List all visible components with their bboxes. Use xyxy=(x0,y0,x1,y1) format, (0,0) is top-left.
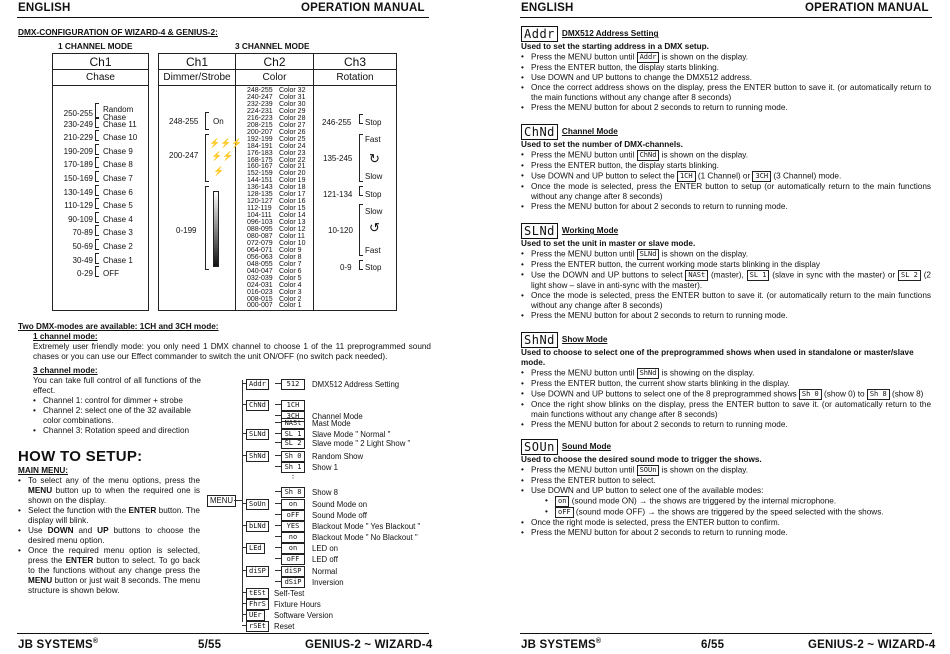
chase-bracket xyxy=(95,253,99,264)
lcd-inline-icon: SOUn xyxy=(637,465,660,476)
section-title: DMX512 Address Setting xyxy=(561,29,659,39)
one-channel-mode-label: 1 CHANNEL MODE xyxy=(58,41,133,51)
color-range: 080-087 xyxy=(247,232,273,240)
three-channel-table xyxy=(158,53,397,311)
menu-lcd-rset: rSEt xyxy=(246,621,269,632)
menu-item-label: Blackout Mode " No Blackout " xyxy=(312,532,418,542)
menu-root-box: MENU xyxy=(207,495,236,507)
color-label: Color 4 xyxy=(279,281,302,289)
section-subtitle: Used to choose the desired sound mode to trigger the shows. xyxy=(521,455,762,464)
menu-sub-lcd: Sh 8 xyxy=(281,487,305,498)
menu-item-label: Random Show xyxy=(312,451,364,461)
chase-table xyxy=(52,53,149,311)
instruction-bullet: • oFF (sound mode OFF) → the shows are triggered by the speed selected with the shows. xyxy=(545,507,931,518)
chase-label: OFF xyxy=(103,269,119,279)
ch3-title: Ch3 xyxy=(343,55,366,69)
mode3-bullets xyxy=(33,396,203,436)
menu-lcd-uer: UEr xyxy=(246,610,265,621)
menu-lcd-fhrs: FhrS xyxy=(246,599,269,610)
chase-bracket xyxy=(95,117,99,128)
rotation-stop-3: Stop xyxy=(365,263,382,272)
color-label: Color 10 xyxy=(279,239,306,247)
chase-range: 70-89 xyxy=(72,228,93,238)
menu-item-label: Channel Mode xyxy=(312,411,363,421)
menu-sub-lcd: 3CH xyxy=(281,411,305,422)
menu-ellipsis: ⋮ xyxy=(289,471,297,480)
lcd-inline-icon: 3CH xyxy=(752,171,771,182)
menu-sub-lcd: 512 xyxy=(281,379,305,390)
section-subtitle: Used to set the unit in master or slave mode. xyxy=(521,239,696,248)
menu-item-label: Fixture Hours xyxy=(274,599,321,609)
menu-item-label: LED on xyxy=(312,543,339,553)
menu-item-label: LED off xyxy=(312,554,338,564)
header-rule xyxy=(17,17,429,18)
color-label: Color 22 xyxy=(279,156,306,164)
instruction-bullet: • Press the MENU button until ShNd is showing on the display. xyxy=(521,368,931,379)
lcd-inline-icon: Sh 0 xyxy=(799,389,822,400)
color-label: Color 17 xyxy=(279,191,306,199)
chase-bracket xyxy=(95,239,99,250)
color-label: Color 32 xyxy=(279,87,306,94)
color-range: 224-231 xyxy=(247,107,273,115)
menu-sub-lcd: Sh 0 xyxy=(281,451,305,462)
chase-label: Chase 1 xyxy=(103,255,133,265)
color-label: Color 6 xyxy=(279,267,302,275)
menu-item-label: Blackout Mode " Yes Blackout " xyxy=(312,521,421,531)
rotation-subtitle: Rotation xyxy=(336,72,374,83)
menu-sub-lcd: 1CH xyxy=(281,400,305,411)
chase-range: 30-49 xyxy=(72,255,93,265)
color-subtitle: Color xyxy=(262,72,287,83)
dimmer-range-3: 0-199 xyxy=(176,226,197,235)
rotation-slow-2: Slow xyxy=(365,207,383,216)
instruction-bullet: • Press the MENU button until SLNd is shown on the display. xyxy=(521,249,931,260)
lcd-inline-icon: SL 2 xyxy=(898,270,921,281)
section-title: Show Mode xyxy=(561,335,608,345)
instruction-bullet: • Once the correct address shows on the display, press the ENTER button to save it. (or automatically return to the main functions without any change after 8 seconds) xyxy=(521,83,931,103)
settings-section-channel-mode xyxy=(521,124,931,212)
color-range: 200-207 xyxy=(247,128,273,136)
section-heading xyxy=(521,332,931,348)
section-heading xyxy=(521,26,931,42)
color-range: 248-255 xyxy=(247,87,273,94)
color-label: Color 28 xyxy=(279,114,306,122)
mode3-bullet: • Channel 3: Rotation speed and direction xyxy=(33,426,203,436)
section-title: Sound Mode xyxy=(561,442,612,452)
color-range: 120-127 xyxy=(247,198,273,206)
dimmer-gradient-bar xyxy=(213,191,219,267)
color-range: 136-143 xyxy=(247,184,273,192)
lcd-inline-icon: Sh 8 xyxy=(867,389,890,400)
instruction-bullet: • Press the MENU button for about 2 seconds to return to running mode. xyxy=(521,528,931,538)
chase-bracket xyxy=(95,130,99,141)
chase-bracket xyxy=(95,171,99,182)
menu-lcd-blnd: bLNd xyxy=(246,521,269,532)
color-range: 064-071 xyxy=(247,246,273,254)
color-label: Color 15 xyxy=(279,205,306,213)
chase-range: 150-169 xyxy=(63,174,93,183)
section-heading xyxy=(521,439,931,455)
chase-bracket xyxy=(95,212,99,223)
section-subtitle: Used to set the number of DMX-channels. xyxy=(521,140,683,149)
rotation-range-2: 135-245 xyxy=(323,154,353,163)
lcd-inline-icon: SL 1 xyxy=(747,270,770,281)
menu-lcd-led: LEd xyxy=(246,543,265,554)
color-label: Color 20 xyxy=(279,170,306,178)
menu-lcd-addr: Addr xyxy=(246,379,269,390)
menu-sub-lcd: on xyxy=(281,543,305,554)
rotation-range-3: 121-134 xyxy=(323,190,353,199)
color-range: 000-007 xyxy=(247,302,273,310)
instruction-bullet: • Use DOWN and UP buttons to change the DMX512 address. xyxy=(521,73,931,83)
color-label: Color 31 xyxy=(279,93,306,101)
instruction-bullet: • Once the mode is selected, press the ENTER button to save it. (or automatically return to the main functions without any change after 8 seconds) xyxy=(521,291,931,311)
menu-item-label: Reset xyxy=(274,621,295,631)
chase-range: 0-29 xyxy=(76,269,93,279)
color-range: 216-223 xyxy=(247,114,273,122)
config-title: DMX-CONFIGURATION OF WIZARD-4 & GENIUS-2: xyxy=(18,27,218,37)
footer-brand: JB SYSTEMS® xyxy=(521,638,602,651)
chase-range: 170-189 xyxy=(63,160,93,170)
settings-sections xyxy=(521,26,931,549)
instruction-bullet: • on (sound mode ON) → the shows are triggered by the internal microphone. xyxy=(545,496,931,507)
color-range: 232-239 xyxy=(247,100,273,108)
chase-label: Chase 7 xyxy=(103,174,133,183)
menu-item-label: Show 8 xyxy=(312,487,339,497)
menu-item-label: DMX512 Address Setting xyxy=(312,379,400,389)
menu-sub-lcd: SL 1 xyxy=(281,429,305,440)
settings-section-working-mode xyxy=(521,223,931,321)
setup-bullet: • To select any of the menu options, press the MENU button up to when the required one is shown on the display. xyxy=(18,476,200,506)
instruction-bullet: • Press the MENU button for about 2 seconds to return to running mode. xyxy=(521,420,931,430)
section-lcd-icon: SOUn xyxy=(521,439,558,455)
color-label: Color 19 xyxy=(279,177,306,185)
instruction-bullet: • Press the MENU button until ChNd is shown on the display. xyxy=(521,150,931,161)
color-range: 208-215 xyxy=(247,121,273,129)
color-label: Color 2 xyxy=(279,295,302,303)
setup-bullet: • Once the required menu option is selected, press the ENTER button to select. To go back to the functions without any change press the MENU button or just wait 8 seconds. The menu structure is shown below. xyxy=(18,546,200,596)
menu-sub-lcd: no xyxy=(281,532,305,543)
section-title: Working Mode xyxy=(561,226,619,236)
menu-sub-lcd: SL 2 xyxy=(281,438,305,449)
section-heading xyxy=(521,223,931,239)
menu-item-label: Sound Mode on xyxy=(312,499,368,509)
instruction-bullet: • Once the right show blinks on the display, press the ENTER button to save it. (or automatically return to the main functions without any change after 8 seconds) xyxy=(521,400,931,420)
setup-bullets xyxy=(18,476,200,596)
rotate-clockwise-icon: ↻ xyxy=(369,151,380,166)
menu-item-label: Slave mode " 2 Light Show " xyxy=(312,438,411,448)
menu-lcd-slnd: SLNd xyxy=(246,429,269,440)
color-label: Color 7 xyxy=(279,260,302,268)
modes-title: Two DMX-modes are available: 1CH and 3CH mode: xyxy=(18,322,219,331)
color-label: Color 18 xyxy=(279,184,306,192)
instruction-bullet: • Use DOWN and UP button to select one of the available modes: xyxy=(521,486,931,496)
color-label: Color 25 xyxy=(279,135,306,143)
chase-label: Chase 2 xyxy=(103,242,133,251)
chase-label: Random Chase xyxy=(103,105,134,122)
three-channel-mode-label: 3 CHANNEL MODE xyxy=(235,41,310,51)
lcd-inline-icon: Addr xyxy=(637,52,660,63)
chase-label: Chase 3 xyxy=(103,228,133,238)
instruction-bullet: • Press the MENU button until SOUn is shown on the display. xyxy=(521,465,931,476)
color-range: 056-063 xyxy=(247,253,273,261)
color-range: 104-111 xyxy=(247,212,272,220)
menu-item-label: Sound Mode off xyxy=(312,510,367,520)
color-label: Color 11 xyxy=(279,232,305,240)
footer-page-number: 6/55 xyxy=(701,639,725,651)
rotation-stop-1: Stop xyxy=(365,118,382,127)
footer-rule xyxy=(17,633,429,634)
setup-heading: HOW TO SETUP: xyxy=(18,448,143,465)
instruction-bullet: • Press the MENU button for about 2 seconds to return to running mode. xyxy=(521,311,931,321)
color-label: Color 5 xyxy=(279,274,302,282)
color-range: 176-183 xyxy=(247,149,273,157)
rotation-fast-2: Fast xyxy=(365,246,381,255)
section-title: Channel Mode xyxy=(561,127,618,137)
menu-item-label: Self-Test xyxy=(274,588,305,598)
color-range: 144-151 xyxy=(247,177,273,185)
color-range: 096-103 xyxy=(247,219,273,227)
chase-bracket xyxy=(95,144,99,155)
mode1-title: 1 channel mode: xyxy=(33,332,98,341)
rotation-range-4: 10-120 xyxy=(328,226,353,235)
chase-range: 250-255 xyxy=(63,109,93,118)
menu-item-label: Mast Mode xyxy=(312,418,351,428)
color-label: Color 27 xyxy=(279,121,306,129)
section-subtitle: Used to choose to select one of the preprogrammed shows when used in standalone or master/slave mode. xyxy=(521,348,914,367)
footer-model: GENIUS-2 ~ WIZARD-4 xyxy=(808,639,936,651)
color-label: Color 14 xyxy=(279,212,306,220)
rotation-stop-2: Stop xyxy=(365,190,382,199)
menu-sub-lcd: diSP xyxy=(281,566,305,577)
ch1-subtitle: Chase xyxy=(86,72,115,83)
section-lcd-icon: ShNd xyxy=(521,332,558,348)
instruction-bullet: • Use DOWN and UP buttons to select one of the 8 preprogrammed shows Sh 0 (show 0) to Sh 8 (show 8) xyxy=(521,389,931,400)
rotation-range-5: 0-9 xyxy=(340,263,352,272)
section-lcd-icon: SLNd xyxy=(521,223,558,239)
lcd-inline-icon: SLNd xyxy=(637,249,660,260)
color-label: Color 3 xyxy=(279,288,302,296)
footer-model: GENIUS-2 ~ WIZARD-4 xyxy=(305,639,433,651)
color-label: Color 23 xyxy=(279,149,306,157)
color-range: 072-079 xyxy=(247,239,273,247)
dimmer-on-label: On xyxy=(213,117,224,126)
settings-section-show-mode xyxy=(521,332,931,430)
color-label: Color 29 xyxy=(279,107,306,115)
color-label: Color 9 xyxy=(279,246,302,254)
menu-item-label: Show 1 xyxy=(312,462,339,472)
chase-bracket xyxy=(95,198,99,209)
instruction-bullet: • Once the mode is selected, press the ENTER button to setup (or automatically return to the main functions without any change after 8 seconds) xyxy=(521,182,931,202)
chase-label: Chase 9 xyxy=(103,146,133,156)
chase-range: 110-129 xyxy=(64,201,93,211)
strobe-medium-icon: ⚡⚡ xyxy=(211,151,234,161)
menu-lcd-chnd: ChNd xyxy=(246,400,269,411)
color-range: 184-191 xyxy=(247,142,273,150)
lcd-inline-icon: 1CH xyxy=(677,171,696,182)
lcd-inline-icon: NASt xyxy=(685,270,708,281)
footer-brand: JB SYSTEMS® xyxy=(18,638,99,651)
chase-label: Chase 11 xyxy=(103,119,137,129)
header-rule xyxy=(520,17,932,18)
menu-lcd-disp: diSP xyxy=(246,566,269,577)
instruction-bullet: • Press the ENTER button, the current working mode starts blinking in the display xyxy=(521,260,931,270)
lcd-inline-icon: ShNd xyxy=(637,368,660,379)
menu-item-label: Normal xyxy=(312,566,338,576)
chase-range: 90-109 xyxy=(68,214,93,224)
menu-item-label: Software Version xyxy=(274,610,333,620)
color-range: 088-095 xyxy=(247,226,273,233)
rotate-counterclockwise-icon: ↺ xyxy=(369,220,380,235)
chase-label: Chase 5 xyxy=(103,201,133,211)
color-range: 008-015 xyxy=(247,295,273,303)
chase-label: Chase 4 xyxy=(103,214,133,224)
ch2-title: Ch2 xyxy=(263,55,286,69)
footer-rule xyxy=(520,633,932,634)
lcd-inline-icon: on xyxy=(555,496,569,507)
chase-range: 130-149 xyxy=(63,187,93,197)
menu-sub-lcd: YES xyxy=(281,521,305,532)
lcd-inline-icon: oFF xyxy=(555,507,574,518)
setup-bullet: • Use DOWN and UP buttons to choose the desired menu option. xyxy=(18,526,200,546)
chase-bracket xyxy=(95,266,99,277)
instruction-bullet: • Use DOWN and UP button to select the 1CH (1 Channel) or 3CH (3 Channel) mode. xyxy=(521,171,931,182)
strobe-slow-icon: ⚡ xyxy=(213,166,225,176)
ch1-title: Ch1 xyxy=(89,55,112,69)
instruction-bullet: • Use the DOWN and UP buttons to select NASt (master), SL 1 (slave in sync with the master) or SL 2 (2 light show – slave in anti-sync with the master). xyxy=(521,270,931,291)
chase-bracket xyxy=(95,185,99,196)
header-manual-title: OPERATION MANUAL xyxy=(805,2,929,14)
header-language: ENGLISH xyxy=(521,2,574,14)
instruction-bullet: • Press the MENU button for about 2 seconds to return to running mode. xyxy=(521,103,931,113)
instruction-bullet: • Press the MENU button until Addr is shown on the display. xyxy=(521,52,931,63)
section-lcd-icon: ChNd xyxy=(521,124,558,140)
menu-lcd-shnd: ShNd xyxy=(246,451,269,462)
color-range: 048-055 xyxy=(247,260,273,268)
color-label: Color 26 xyxy=(279,128,306,136)
color-label: Color 12 xyxy=(279,226,306,233)
color-range: 040-047 xyxy=(247,267,273,275)
color-range: 240-247 xyxy=(247,93,273,101)
dimmer-range-2: 200-247 xyxy=(169,151,199,160)
instruction-bullet: • Press the ENTER button, the display starts blinking. xyxy=(521,63,931,73)
dimmer-subtitle: Dimmer/Strobe xyxy=(163,72,231,83)
menu-item-label: Inversion xyxy=(312,577,344,587)
rotation-slow-1: Slow xyxy=(365,172,383,181)
header-language: ENGLISH xyxy=(18,2,71,14)
color-range: 016-023 xyxy=(247,288,273,296)
dimmer-range-1: 248-255 xyxy=(169,117,199,126)
instruction-bullet: • Press the ENTER button, the current show starts blinking in the display. xyxy=(521,379,931,389)
strobe-fast-icon: ⚡⚡⚡ xyxy=(209,138,243,148)
mode1-text: Extremely user friendly mode: you only need 1 DMX channel to choose 1 of the 11 preprogrammed sound chases or you can use our Effect commander to switch the unit ON/OFF (no switch pack needed). xyxy=(33,342,431,361)
chase-range: 230-249 xyxy=(63,119,93,129)
color-range: 032-039 xyxy=(247,274,273,282)
menu-sub-lcd: NASt xyxy=(281,418,305,429)
menu-sub-lcd: on xyxy=(281,499,305,510)
mode3-bullet: • Channel 1: control for dimmer + strobe xyxy=(33,396,203,406)
chase-range: 50-69 xyxy=(72,242,93,251)
settings-section-sound-mode xyxy=(521,439,931,538)
color-label: Color 8 xyxy=(279,253,302,261)
mode3-text: You can take full control of all functions of the effect. xyxy=(33,376,201,395)
color-range: 168-175 xyxy=(247,156,273,164)
instruction-bullet: • Press the MENU button for about 2 seconds to return to running mode. xyxy=(521,202,931,212)
dimmer-ch1-title: Ch1 xyxy=(185,55,208,69)
menu-sub-lcd: Sh 1 xyxy=(281,462,305,473)
setup-bullet: • Select the function with the ENTER button. The display will blink. xyxy=(18,506,200,526)
color-range: 152-159 xyxy=(247,170,273,178)
chase-label: Chase 10 xyxy=(103,133,138,143)
color-label: Color 24 xyxy=(279,142,306,150)
main-menu-title: MAIN MENU: xyxy=(18,466,69,475)
settings-section-dmx512-address-setting xyxy=(521,26,931,113)
color-label: Color 21 xyxy=(279,163,306,171)
menu-sub-lcd: oFF xyxy=(281,554,305,565)
color-range: 160-167 xyxy=(247,163,273,171)
menu-sub-lcd: oFF xyxy=(281,510,305,521)
chase-range: 190-209 xyxy=(63,146,93,156)
mode3-title: 3 channel mode: xyxy=(33,366,98,375)
menu-item-label: Slave Mode " Normal " xyxy=(312,429,391,439)
color-range: 024-031 xyxy=(247,281,273,289)
rotation-range-1: 246-255 xyxy=(322,118,352,127)
mode3-bullet: • Channel 2: select one of the 32 available color combinations. xyxy=(33,406,203,426)
lcd-inline-icon: ChNd xyxy=(637,150,660,161)
color-range: 192-199 xyxy=(247,135,273,143)
instruction-bullet: • Once the right mode is selected, press the ENTER button to confirm. xyxy=(521,518,931,528)
section-heading xyxy=(521,124,931,140)
color-label: Color 13 xyxy=(279,219,306,227)
chase-bracket xyxy=(95,225,99,236)
footer-page-number: 5/55 xyxy=(198,639,222,651)
chase-label: Chase 8 xyxy=(103,160,133,170)
color-range: 128-135 xyxy=(247,191,273,199)
chase-bracket xyxy=(95,157,99,168)
instruction-bullet: • Press the ENTER button to select. xyxy=(521,476,931,486)
menu-lcd-soun: SoUn xyxy=(246,499,269,510)
menu-lcd-test: tESt xyxy=(246,588,269,599)
instruction-bullet: • Press the ENTER button, the display starts blinking. xyxy=(521,161,931,171)
color-label: Color 1 xyxy=(279,302,302,310)
chase-range: 210-229 xyxy=(63,133,93,143)
menu-sub-lcd: dSiP xyxy=(281,577,305,588)
color-range: 112-119 xyxy=(247,205,272,213)
color-label: Color 30 xyxy=(279,100,306,108)
section-subtitle: Used to set the starting address in a DMX setup. xyxy=(521,42,709,51)
rotation-fast-1: Fast xyxy=(365,135,381,144)
chase-label: Chase 6 xyxy=(103,187,133,197)
section-lcd-icon: Addr xyxy=(521,26,558,42)
color-label: Color 16 xyxy=(279,198,306,206)
header-manual-title: OPERATION MANUAL xyxy=(301,2,425,14)
